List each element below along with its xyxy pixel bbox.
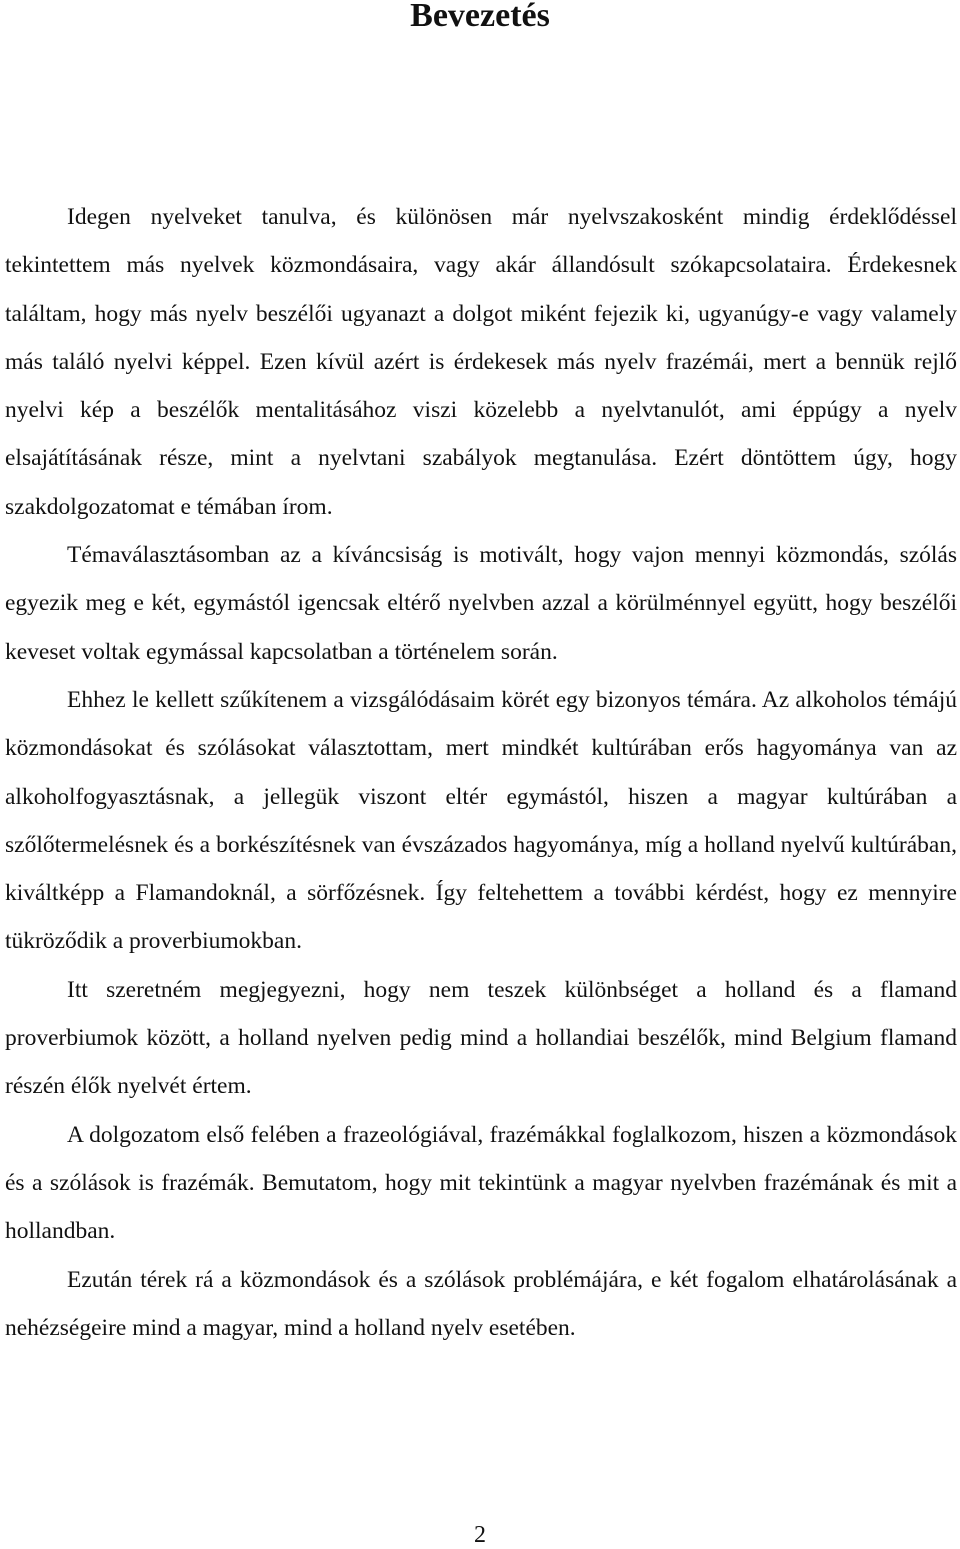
paragraph-3: Ehhez le kellett szűkítenem a vizsgálódásaim körét egy bizonyos témára. Az alkoholos témájú közmondásokat és szólásokat választottam, mert mindkét kultúrában erős hagyománya van az alkoholfogyasztásnak, a jellegük viszont eltér egymástól, hiszen a magyar kultúrában a szőlőtermelésnek és a borkészítésnek van évszázados hagyománya, míg a holland nyelvű kultúrában, kiváltképp a Flamandoknál, a sörfőzésnek. Így feltehettem a további kérdést, hogy ez mennyire tükröződik a proverbiumokban. [5, 686, 957, 955]
paragraph-4: Itt szeretném megjegyezni, hogy nem teszek különbséget a holland és a flamand proverbiumok között, a holland nyelven pedig mind a hollandiai beszélők, mind Belgium flamand részén élők nyelvét értem. [5, 976, 957, 1100]
paragraph-6: Ezután térek rá a közmondások és a szólások problémájára, e két fogalom elhatárolásának a nehézségeire mind a magyar, mind a holland nyelv esetében. [5, 1266, 957, 1341]
paragraph-1: Idegen nyelveket tanulva, és különösen már nyelvszakosként mindig érdeklődéssel tekintettem más nyelvek közmondásaira, vagy akár állandósult szókapcsolataira. Érdekesnek találtam, hogy más nyelv beszélői ugyanazt a dolgot miként fejezik ki, ugyanúgy-e vagy valamely más találó nyelvi képpel. Ezen kívül azért is érdekesek más nyelv frazémái, mert a bennük rejlő nyelvi kép a beszélők mentalitásához viszi közelebb a nyelvtanulót, ami éppúgy a nyelv elsajátításának része, mint a nyelvtani szabályok megtanulása. Ezért döntöttem úgy, hogy szakdolgozatomat e témában írom. [5, 204, 957, 520]
page-number: 2 [474, 1522, 486, 1548]
paragraph-5: A dolgozatom első felében a frazeológiával, frazémákkal foglalkozom, hiszen a közmondások és a szólások is frazémák. Bemutatom, hogy mit tekintünk a magyar nyelvben frazémának és mit a hollandban. [5, 1121, 957, 1245]
page-title: Bevezetés [410, 0, 550, 34]
paragraph-2: Témaválasztásomban az a kíváncsiság is motivált, hogy vajon mennyi közmondás, szólás egyezik meg e két, egymástól igencsak eltérő nyelvben azzal a körülménnyel együtt, hogy beszélői keveset voltak egymással kapcsolatban a történelem során. [5, 542, 957, 665]
body-text [5, 193, 957, 1352]
